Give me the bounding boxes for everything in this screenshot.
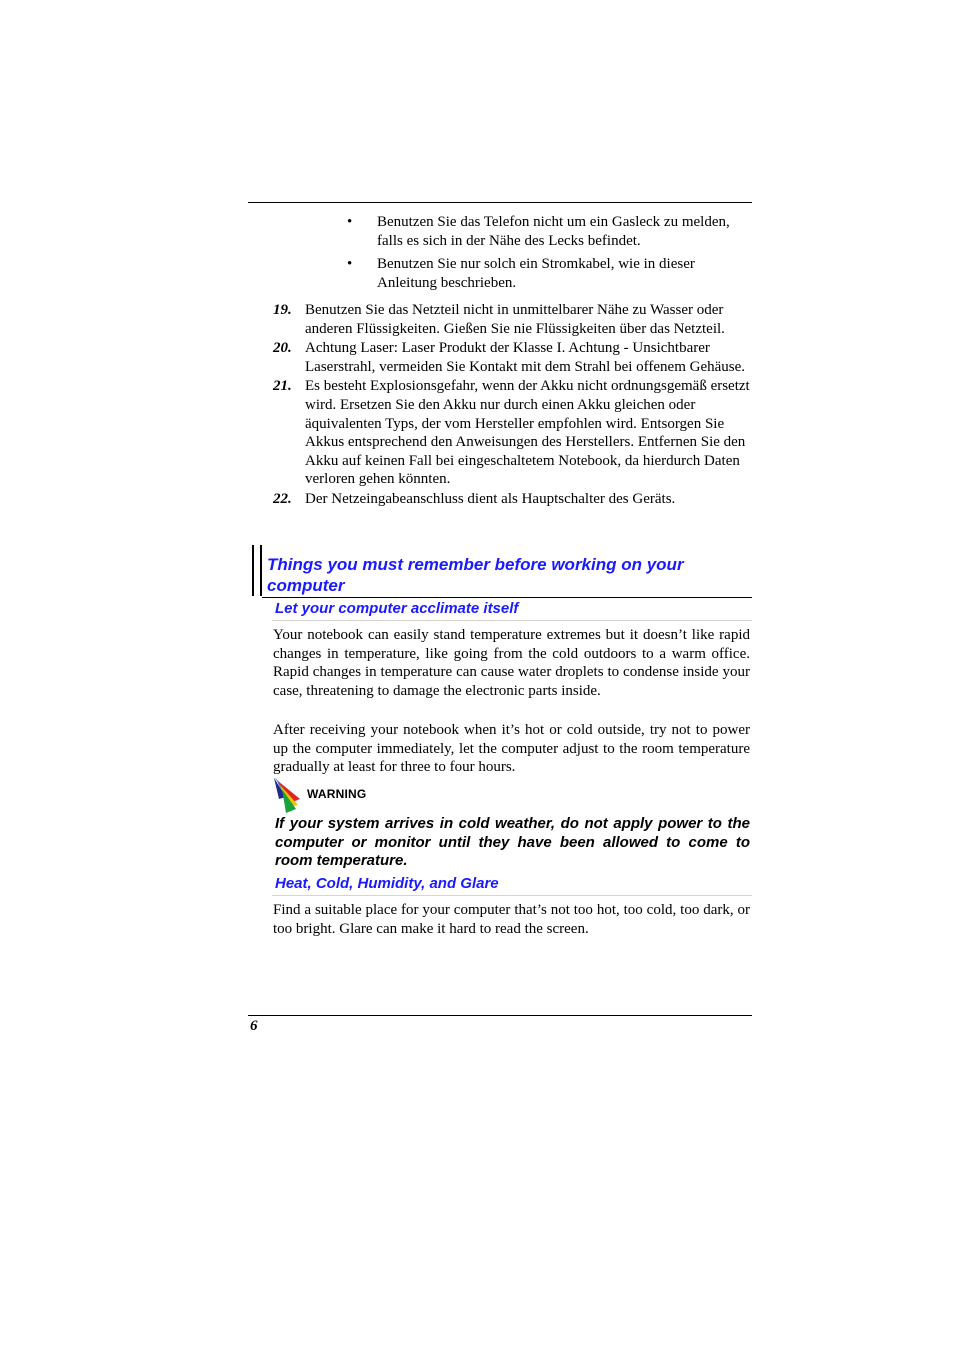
subsection-rule — [272, 620, 752, 621]
section-title-rule — [262, 597, 752, 598]
bullet-list — [340, 213, 740, 297]
warning-arrows-icon — [272, 777, 304, 815]
paragraph-acclimate-1: Your notebook can easily stand temperature extremes but it doesn’t like rapid changes in temperature, like going from the cold outdoors to a warm office. Rapid changes in temperature can cause water droplets to condense inside your case, threatening to damage the electronic parts inside. — [273, 627, 750, 699]
warning-text: If your system arrives in cold weather, do not apply power to the computer or monitor until they have been allowed to come to room temperature. — [275, 815, 750, 870]
subsection-title-acclimate: Let your computer acclimate itself — [275, 600, 519, 617]
item-number: 19. — [273, 302, 292, 318]
bullet-icon: • — [347, 214, 353, 230]
item-number: 22. — [273, 490, 292, 507]
item-number: 21. — [273, 378, 292, 395]
numbered-list — [273, 301, 757, 510]
list-item: 21. Es besteht Explosionsgefahr, wenn der Akku nicht ordnungsgemäß ersetzt wird. Ersetzen Sie den Akku nur durch einen Akku gleichen oder äquivalenten Typs, der vom Hersteller empfohlen wird. Entsorgen Sie Akkus entsprechend den Anweisungen des Herstellers. Entfernen Sie den Akku auf keinen Fall bei eingeschaltetem Notebook, da hierdurch Daten verloren gehen könnten. — [273, 378, 750, 488]
paragraph-acclimate-2: After receiving your notebook when it’s hot or cold outside, try not to power up the computer immediately, let the computer adjust to the room temperature gradually at least for three to four hours. — [273, 722, 750, 776]
section-title: Things you must remember before working on your computer — [267, 555, 684, 595]
header-rule — [248, 202, 752, 203]
list-item: 20. Achtung Laser: Laser Produkt der Klasse I. Achtung - Unsichtbarer Laserstrahl, vermeiden Sie Kontakt mit dem Strahl bei offenem Gehäuse. — [273, 340, 746, 375]
page-number: 6 — [250, 1018, 258, 1034]
paragraph-heat: Find a suitable place for your computer that’s not too hot, too cold, too dark, or too bright. Glare can make it hard to read the screen. — [273, 902, 750, 937]
list-item: 22. Der Netzeingabeanschluss dient als Hauptschalter des Geräts. — [273, 490, 676, 507]
list-item: • Benutzen Sie nur solch ein Stromkabel, wie in dieser Anleitung beschrieben. — [347, 256, 695, 291]
bullet-icon: • — [347, 256, 353, 273]
list-item: 19. Benutzen Sie das Netzteil nicht in unmittelbarer Nähe zu Wasser oder anderen Flüssigkeiten. Gießen Sie nie Flüssigkeiten über das Netzteil. — [273, 302, 725, 337]
list-item: • Benutzen Sie das Telefon nicht um ein Gasleck zu melden, falls es sich in der Nähe des Lecks befindet. — [347, 214, 730, 249]
subsection-rule — [272, 895, 752, 896]
subsection-title-heat: Heat, Cold, Humidity, and Glare — [275, 875, 499, 892]
item-number: 20. — [273, 340, 292, 357]
footer-rule — [248, 1015, 752, 1016]
warning-label: WARNING — [307, 787, 367, 801]
heading-marker-bar — [252, 545, 262, 596]
